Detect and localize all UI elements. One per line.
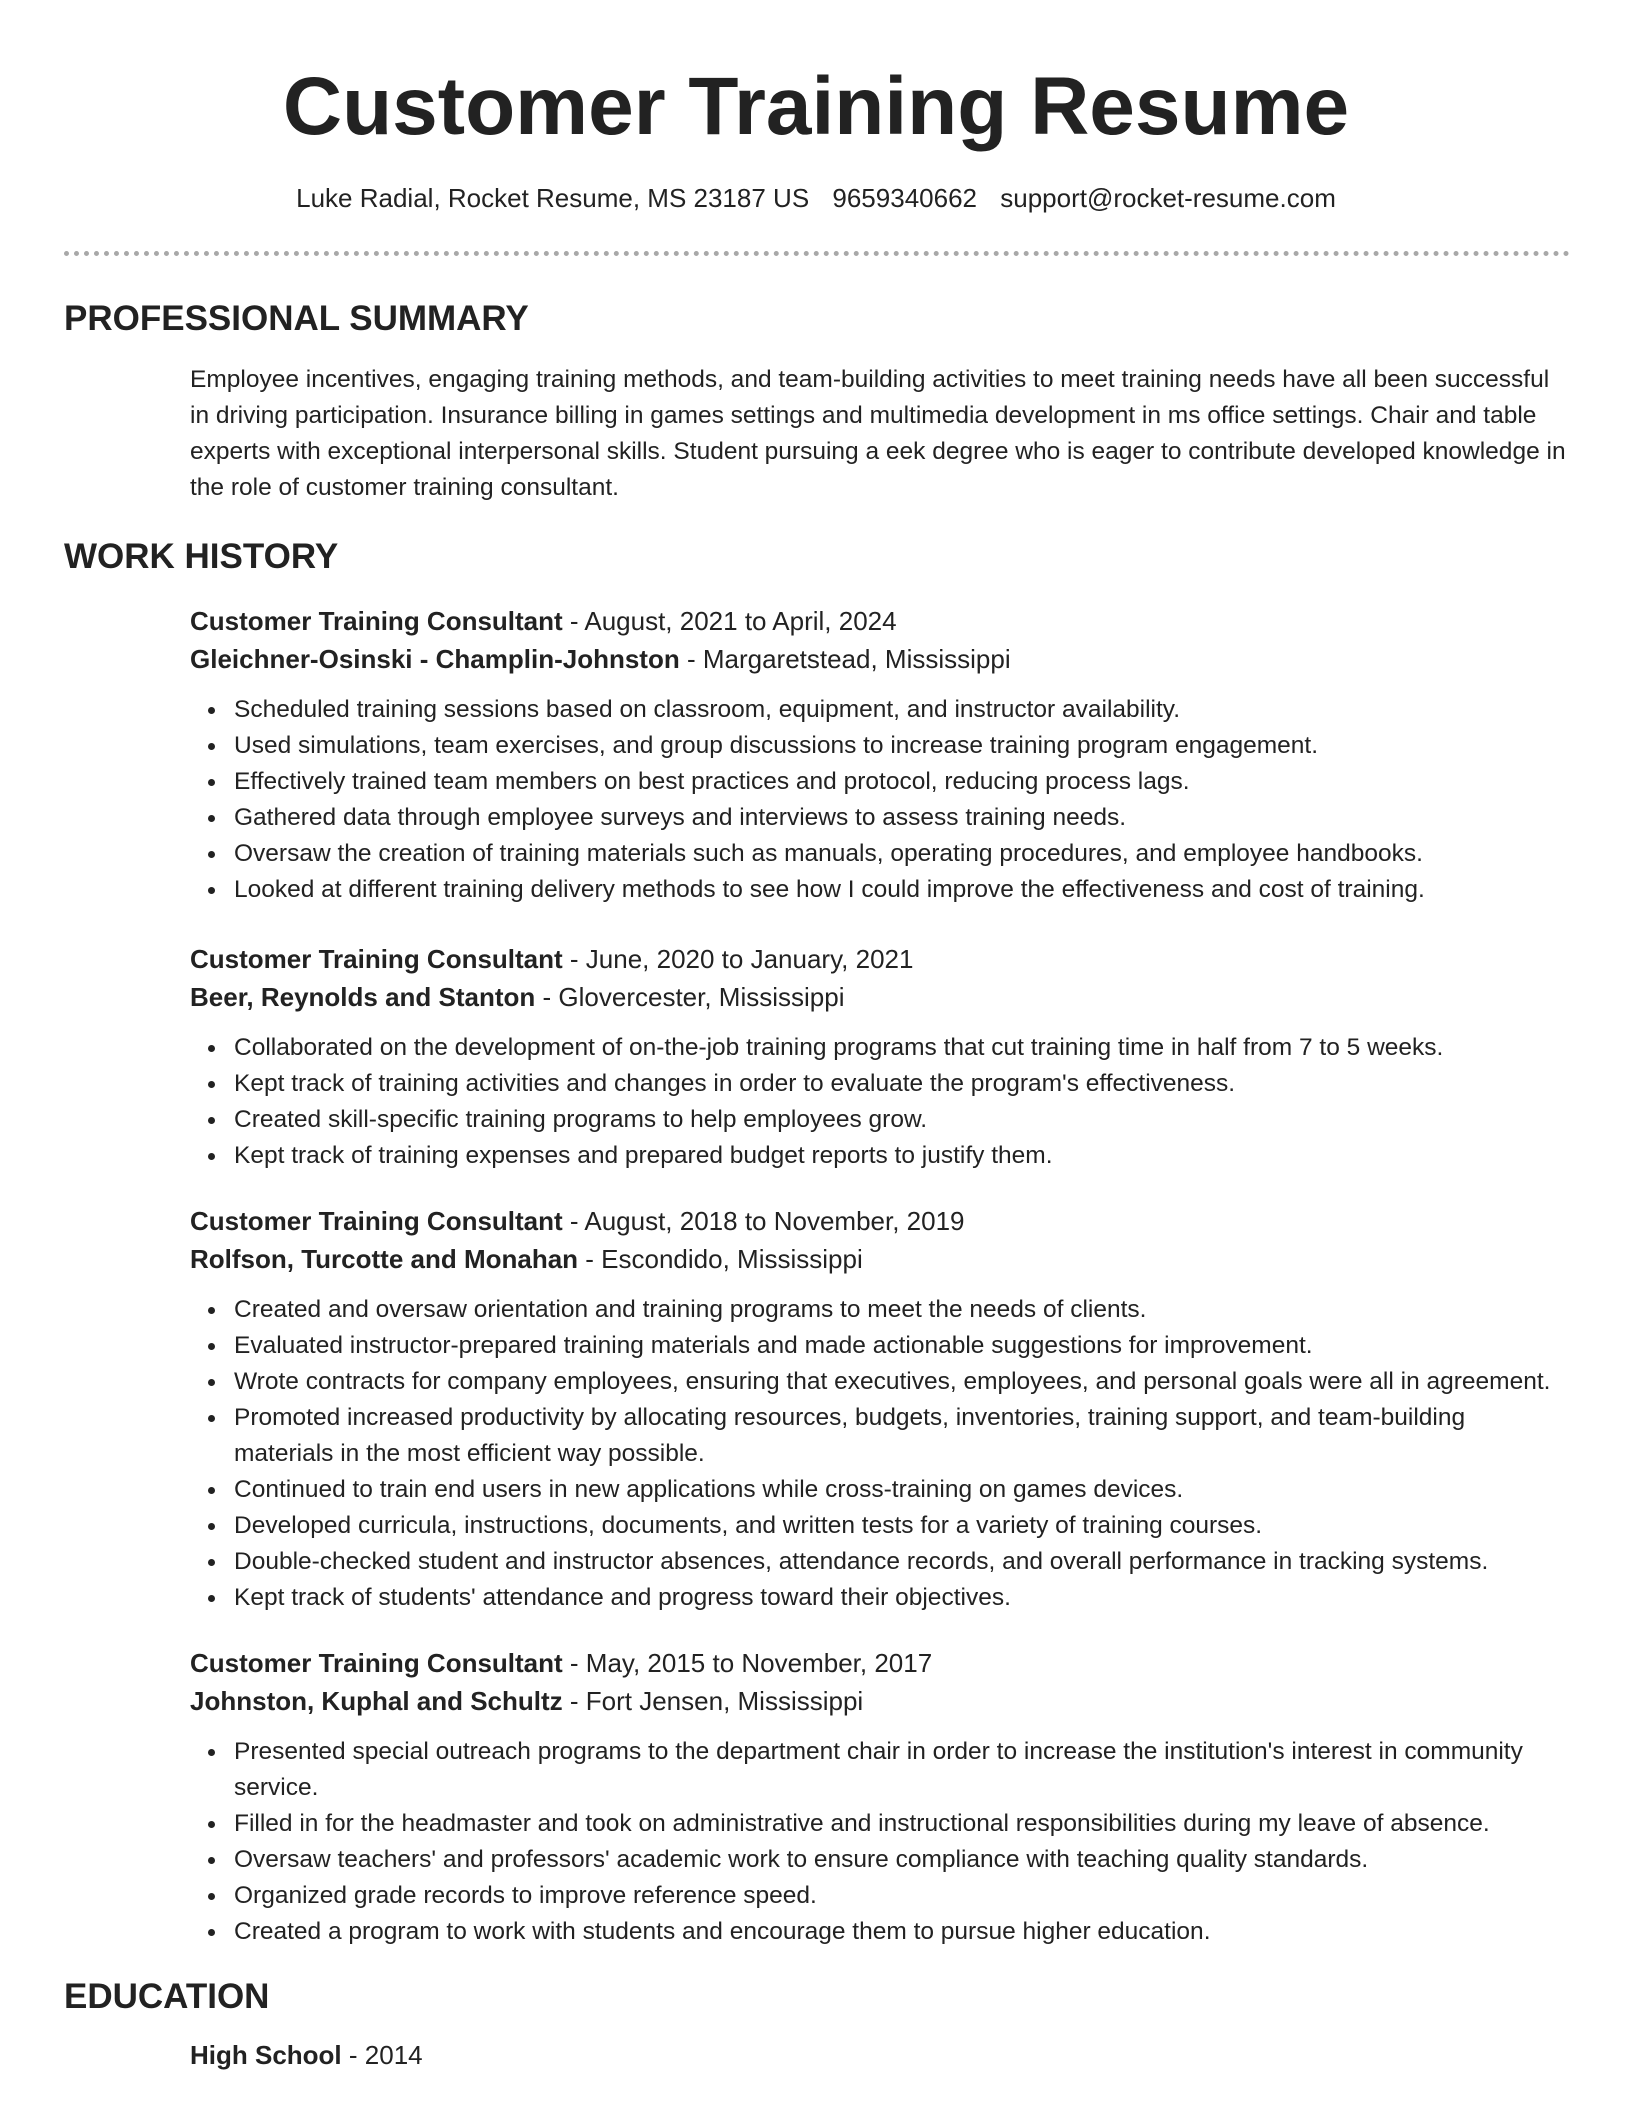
job-company-line	[190, 1240, 1570, 1278]
bullet-item: Scheduled training sessions based on classroom, equipment, and instructor availability.	[190, 692, 1570, 728]
work-history-heading: WORK HISTORY	[64, 537, 339, 576]
job-dates: - June, 2020 to January, 2021	[562, 944, 914, 974]
bullet-item: Oversaw the creation of training materials such as manuals, operating procedures, and employee handbooks.	[190, 836, 1570, 872]
job-title: Customer Training Consultant	[190, 944, 563, 974]
bullet-item: Double-checked student and instructor absences, attendance records, and overall performance in tracking systems.	[190, 1544, 1570, 1580]
contact-email: support@rocket-resume.com	[1000, 183, 1336, 213]
header-divider	[64, 251, 1570, 256]
job-dates: - August, 2021 to April, 2024	[562, 606, 897, 636]
bullet-item: Created and oversaw orientation and training programs to meet the needs of clients.	[190, 1292, 1570, 1328]
job-dates: - August, 2018 to November, 2019	[562, 1206, 965, 1236]
bullet-item: Effectively trained team members on best practices and protocol, reducing process lags.	[190, 764, 1570, 800]
job-location: - Escondido, Mississippi	[578, 1244, 863, 1274]
bullet-item: Kept track of students' attendance and progress toward their objectives.	[190, 1580, 1570, 1616]
contact-line	[0, 180, 1632, 216]
bullet-item: Oversaw teachers' and professors' academic work to ensure compliance with teaching quality standards.	[190, 1842, 1570, 1878]
job-location: - Fort Jensen, Mississippi	[562, 1686, 864, 1716]
job-title: Customer Training Consultant	[190, 1648, 563, 1678]
education-heading: EDUCATION	[64, 1977, 270, 2016]
bullet-item: Filled in for the headmaster and took on administrative and instructional responsibilities during my leave of absence.	[190, 1806, 1570, 1842]
education-line	[190, 2036, 1570, 2074]
job-entry	[190, 940, 1570, 1174]
job-company-line	[190, 640, 1570, 678]
job-dates: - May, 2015 to November, 2017	[562, 1648, 933, 1678]
summary-text: Employee incentives, engaging training methods, and team-building activities to meet training needs have all been successful in driving participation. Insurance billing in games settings and multimedia development in ms office settings. Chair and table experts with exceptional interpersonal skills. Student pursuing a eek degree who is eager to contribute developed knowledge in the role of customer training consultant.	[190, 366, 1566, 501]
job-bullets	[190, 1734, 1570, 1950]
job-company-line	[190, 1682, 1570, 1720]
bullet-item: Evaluated instructor-prepared training materials and made actionable suggestions for improvement.	[190, 1328, 1570, 1364]
job-title-line	[190, 1202, 1570, 1240]
job-title-line	[190, 940, 1570, 978]
job-company: Rolfson, Turcotte and Monahan	[190, 1244, 579, 1274]
job-company: Johnston, Kuphal and Schultz	[190, 1686, 563, 1716]
bullet-item: Organized grade records to improve reference speed.	[190, 1878, 1570, 1914]
job-bullets	[190, 1030, 1570, 1174]
resume-content	[64, 294, 1570, 2074]
job-location: - Glovercester, Mississippi	[535, 982, 845, 1012]
job-title: Customer Training Consultant	[190, 606, 563, 636]
resume-title: Customer Training Resume	[282, 61, 1350, 152]
contact-phone: 9659340662	[832, 183, 977, 213]
job-company: Gleichner-Osinski - Champlin-Johnston	[190, 644, 680, 674]
job-title: Customer Training Consultant	[190, 1206, 563, 1236]
job-bullets	[190, 1292, 1570, 1616]
bullet-item: Kept track of training activities and changes in order to evaluate the program's effectiveness.	[190, 1066, 1570, 1102]
job-entry	[190, 1202, 1570, 1616]
bullet-item: Created a program to work with students and encourage them to pursue higher education.	[190, 1914, 1570, 1950]
job-location: - Margaretstead, Mississippi	[679, 644, 1011, 674]
bullet-item: Used simulations, team exercises, and group discussions to increase training program engagement.	[190, 728, 1570, 764]
bullet-item: Kept track of training expenses and prepared budget reports to justify them.	[190, 1138, 1570, 1174]
bullet-item: Promoted increased productivity by allocating resources, budgets, inventories, training support, and team-building materials in the most efficient way possible.	[190, 1400, 1570, 1472]
bullet-item: Looked at different training delivery methods to see how I could improve the effectiveness and cost of training.	[190, 872, 1570, 908]
job-company-line	[190, 978, 1570, 1016]
job-title-line	[190, 1644, 1570, 1682]
bullet-item: Continued to train end users in new applications while cross-training on games devices.	[190, 1472, 1570, 1508]
job-title-line	[190, 602, 1570, 640]
contact-address: Luke Radial, Rocket Resume, MS 23187 US	[296, 183, 810, 213]
bullet-item: Created skill-specific training programs to help employees grow.	[190, 1102, 1570, 1138]
bullet-item: Gathered data through employee surveys and interviews to assess training needs.	[190, 800, 1570, 836]
job-entry	[190, 602, 1570, 908]
job-bullets	[190, 692, 1570, 908]
job-entry	[190, 1644, 1570, 1950]
job-company: Beer, Reynolds and Stanton	[190, 982, 536, 1012]
bullet-item: Developed curricula, instructions, documents, and written tests for a variety of training courses.	[190, 1508, 1570, 1544]
education-entry	[190, 2036, 1570, 2074]
bullet-item: Wrote contracts for company employees, ensuring that executives, employees, and personal goals were all in agreement.	[190, 1364, 1570, 1400]
bullet-item: Presented special outreach programs to the department chair in order to increase the institution's interest in community service.	[190, 1734, 1570, 1806]
summary-heading: PROFESSIONAL SUMMARY	[64, 299, 529, 338]
bullet-item: Collaborated on the development of on-the-job training programs that cut training time in half from 7 to 5 weeks.	[190, 1030, 1570, 1066]
education-year: - 2014	[341, 2040, 423, 2070]
education-degree: High School	[190, 2040, 342, 2070]
